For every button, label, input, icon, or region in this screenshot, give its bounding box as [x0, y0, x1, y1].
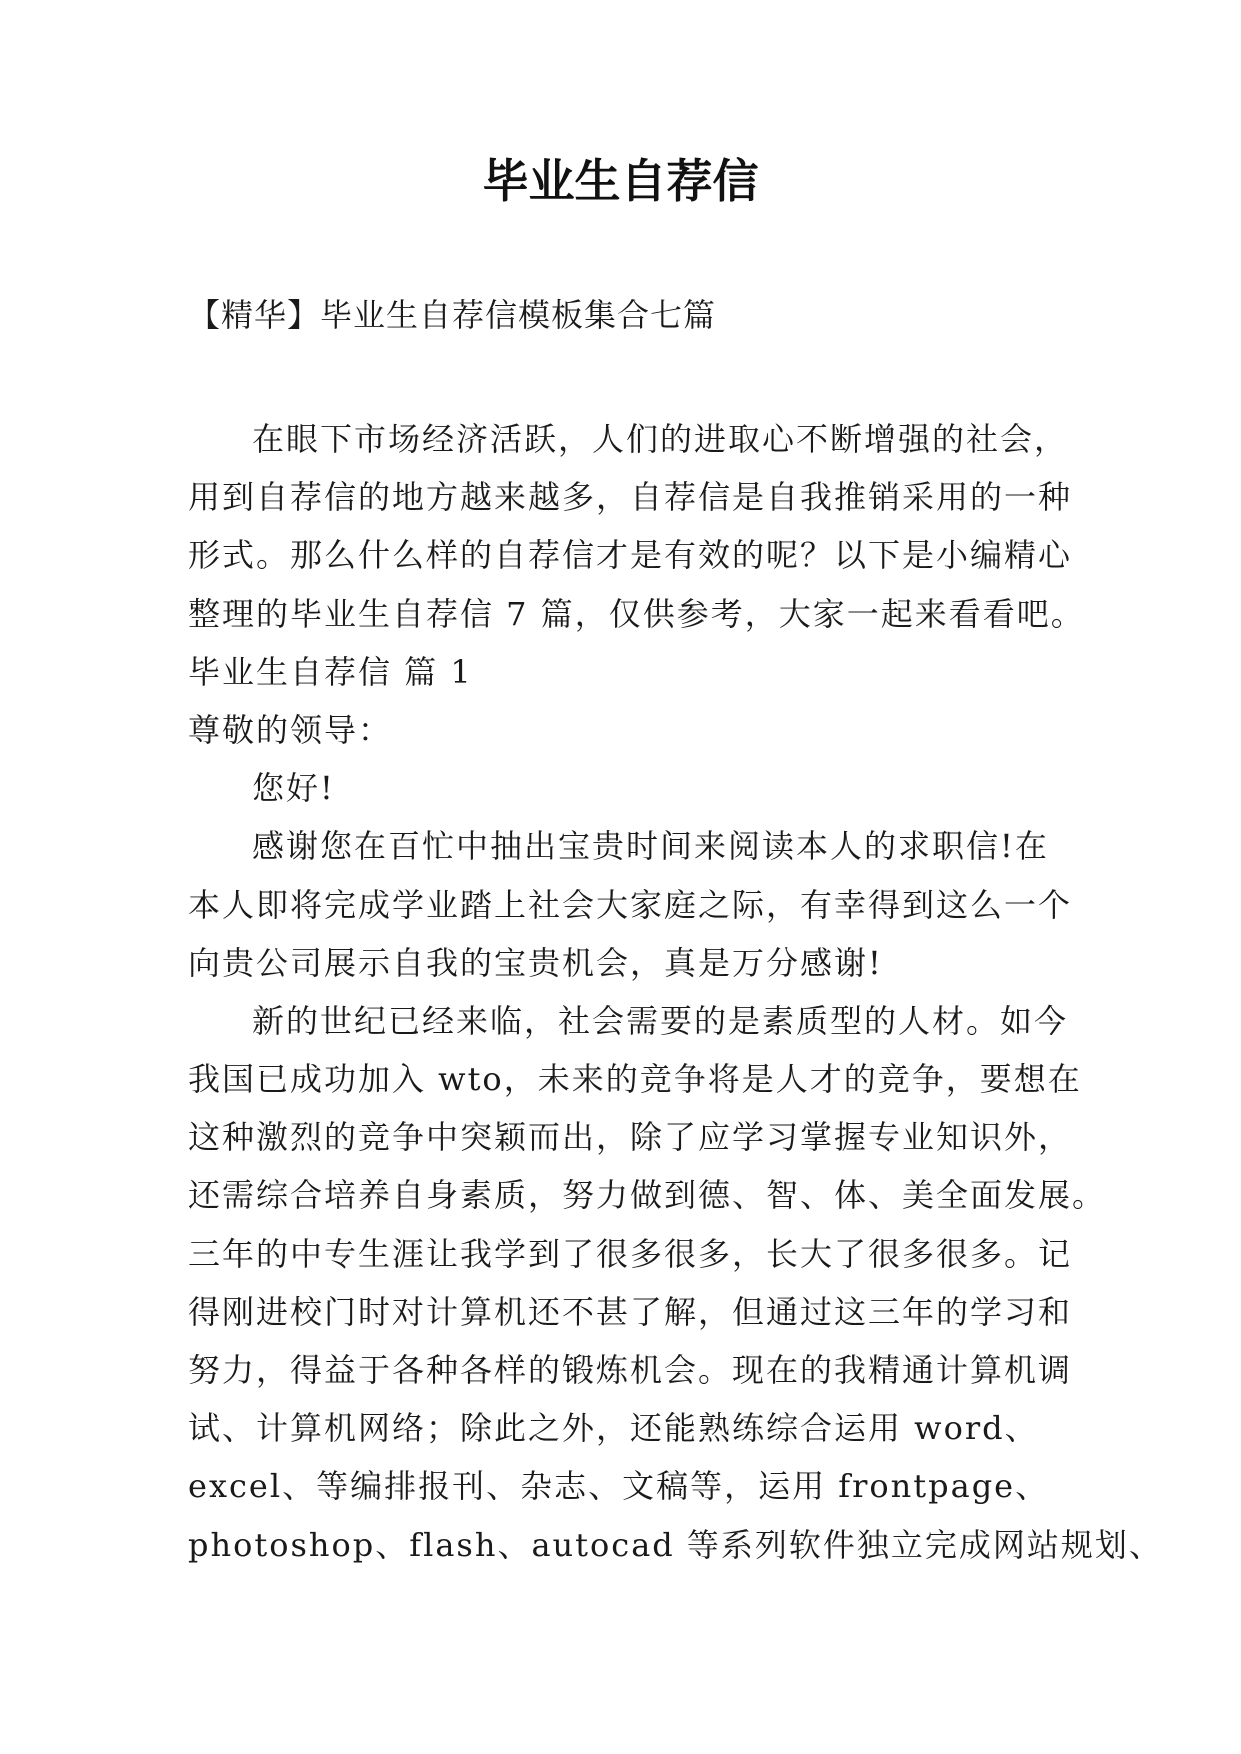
body-line: 毕业生自荐信 篇 1: [188, 652, 473, 691]
body-line: excel、等编排报刊、杂志、文稿等，运用 frontpage、: [188, 1467, 1050, 1506]
body-line: 本人即将完成学业踏上社会大家庭之际，有幸得到这么一个: [188, 885, 1073, 924]
body-line: 努力，得益于各种各样的锻炼机会。现在的我精通计算机调: [188, 1351, 1073, 1389]
body-line: 这种激烈的竞争中突颖而出，除了应学习掌握专业知识外，: [188, 1118, 1073, 1157]
body-line: 试、计算机网络；除此之外，还能熟练综合运用 word、: [188, 1409, 1039, 1448]
body-line: 向贵公司展示自我的宝贵机会，真是万分感谢!: [188, 943, 883, 982]
body-line: 得刚进校门时对计算机还不甚了解，但通过这三年的学习和: [188, 1292, 1073, 1331]
body-line: 还需综合培养自身素质，努力做到德、智、体、美全面发展。: [188, 1176, 1107, 1215]
body-line: 在眼下市场经济活跃，人们的进取心不断增强的社会，: [252, 420, 1069, 458]
body-line: 三年的中专生涯让我学到了很多很多，长大了很多很多。记: [188, 1234, 1073, 1273]
body-line: 整理的毕业生自荐信 7 篇，仅供参考，大家一起来看看吧。: [188, 594, 1085, 633]
body-line: 尊敬的领导：: [188, 710, 393, 749]
body-line: 用到自荐信的地方越来越多，自荐信是自我推销采用的一种: [188, 478, 1073, 517]
body-line: photoshop、flash、autocad 等系列软件独立完成网站规划、: [188, 1525, 1163, 1564]
body-line: 我国已成功加入 wto，未来的竞争将是人才的竞争，要想在: [188, 1060, 1082, 1099]
document-body: [188, 410, 1163, 1574]
body-line: 新的世纪已经来临，社会需要的是素质型的人材。如今: [252, 1001, 1069, 1040]
body-line: 您好!: [252, 769, 335, 808]
document-subtitle: 【精华】毕业生自荐信模板集合七篇: [188, 296, 717, 334]
body-line: 感谢您在百忙中抽出宝贵时间来阅读本人的求职信!在: [252, 827, 1049, 866]
body-line: 形式。那么什么样的自荐信才是有效的呢？以下是小编精心: [188, 536, 1073, 575]
document-title: 毕业生自荐信: [482, 154, 759, 208]
